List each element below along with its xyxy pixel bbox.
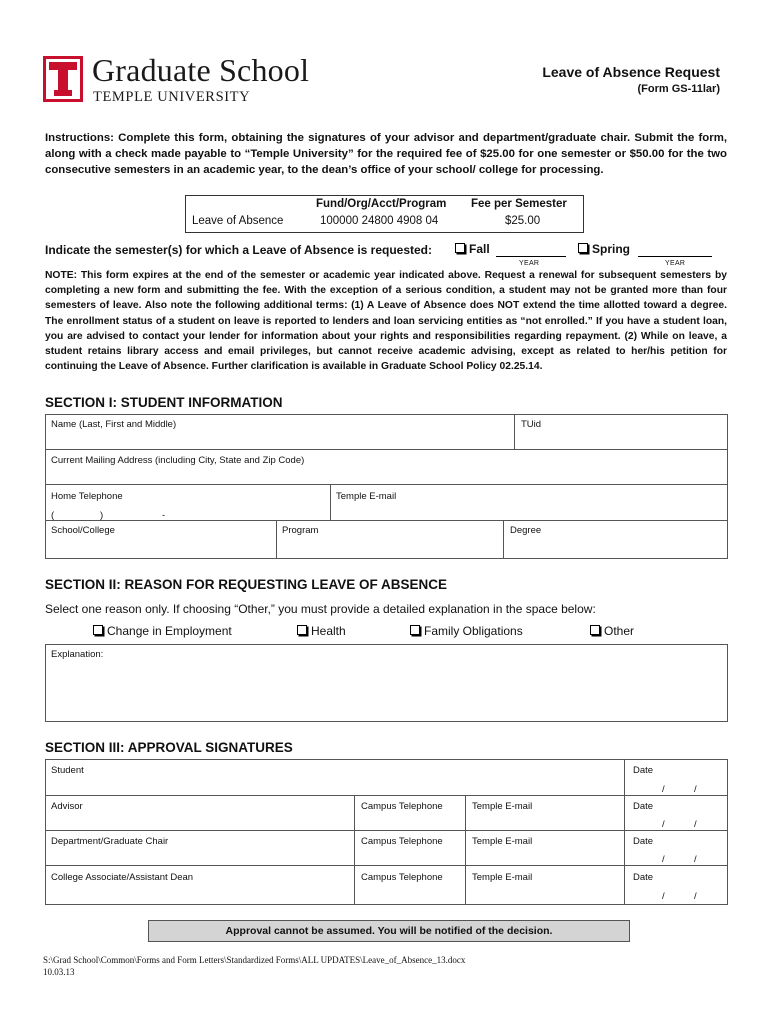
phone-format-open: (	[51, 510, 55, 521]
fall-year-label: YEAR	[519, 260, 540, 267]
date-slash: /	[694, 891, 697, 902]
name-label: Name (Last, First and Middle)	[51, 419, 177, 430]
temple-t-logo	[43, 56, 83, 102]
fee-row-label: Leave of Absence	[192, 215, 284, 227]
name-field[interactable]	[45, 414, 515, 450]
footer	[43, 954, 465, 978]
dean-label: College Associate/Assistant Dean	[51, 872, 194, 883]
family-obligations-label: Family Obligations	[424, 624, 523, 638]
change-employment-checkbox[interactable]	[93, 625, 103, 635]
semester-prompt: Indicate the semester(s) for which a Leave of Absence is requested:	[45, 243, 433, 257]
phone-format-close: )	[100, 510, 104, 521]
fee-table	[185, 195, 584, 233]
fee-col-program: Fund/Org/Acct/Program	[316, 198, 447, 210]
health-label: Health	[311, 624, 346, 638]
fee-col-fee: Fee per Semester	[471, 198, 567, 210]
chair-signature-field[interactable]	[45, 830, 355, 866]
fall-option[interactable]	[455, 242, 490, 256]
form-title: Leave of Absence Request	[542, 64, 720, 80]
program-label: Program	[282, 525, 319, 536]
advisor-email-field[interactable]	[465, 795, 625, 831]
date-slash: /	[662, 784, 665, 795]
fall-label: Fall	[469, 242, 490, 256]
form-number: (Form GS-11lar)	[637, 83, 720, 95]
dean-email-field[interactable]	[465, 865, 625, 905]
temple-email-label: Temple E-mail	[472, 872, 533, 883]
student-signature-field[interactable]	[45, 759, 625, 796]
chair-date-field[interactable]	[624, 830, 728, 866]
reason-health[interactable]	[297, 624, 346, 638]
advisor-label: Advisor	[51, 801, 83, 812]
dean-date-field[interactable]	[624, 865, 728, 905]
instructions-text: Instructions: Complete this form, obtaining the signatures of your advisor and department/graduate chair. Submit the form, along with a check made payable to “Temple University” for the required fee of $25.00 for one semester or $50.00 for the two consecutive semesters in an academic year, to the dean’s office of your school/ college for processing.	[45, 132, 727, 176]
phone-format-dash: -	[162, 510, 166, 521]
dean-phone-field[interactable]	[354, 865, 466, 905]
date-slash: /	[694, 819, 697, 830]
logo-subtitle: TEMPLE UNIVERSITY	[93, 89, 251, 105]
fall-checkbox[interactable]	[455, 243, 465, 253]
reason-change-employment[interactable]	[93, 624, 232, 638]
other-checkbox[interactable]	[590, 625, 600, 635]
temple-email-label: Temple E-mail	[472, 801, 533, 812]
campus-phone-label: Campus Telephone	[361, 836, 443, 847]
change-employment-label: Change in Employment	[107, 624, 232, 638]
date-slash: /	[662, 891, 665, 902]
note-text: NOTE: This form expires at the end of the semester or academic year indicated above. Request a renewal for subsequent semesters by completing a new form and submitting the fee. With the exception of a serious condition, a student may not be granted more than four semesters of leave. Also note the following additional terms: (1) A Leave of Absence does NOT extend the time allotted toward a degree. The enrollment status of a student on leave is reported to lenders and loan servicing entities as “not enrolled.” If you have a student loan, you are advised to contact your lender for information about your rights and responsibilities regarding repayment. (2) While on leave, a student retains library access and email privileges, but cannot receive academic advising, except as related to her/his petition for continuing the Leave of Absence. Further clarification is available in Graduate School Policy 02.25.14.	[45, 270, 727, 373]
approval-table	[45, 759, 728, 905]
degree-label: Degree	[510, 525, 542, 536]
tuid-field[interactable]	[514, 414, 728, 450]
temple-email-label: Temple E-mail	[336, 491, 397, 502]
dean-signature-field[interactable]	[45, 865, 355, 905]
advisor-phone-field[interactable]	[354, 795, 466, 831]
spring-option[interactable]	[578, 242, 630, 256]
student-info-table	[45, 414, 728, 539]
spring-year-field[interactable]	[638, 256, 712, 257]
explanation-label: Explanation:	[51, 649, 104, 660]
home-phone-label: Home Telephone	[51, 491, 123, 502]
address-field[interactable]	[45, 449, 728, 485]
dean-date-label: Date	[633, 872, 654, 883]
address-label: Current Mailing Address (including City, State and Zip Code)	[51, 455, 305, 466]
school-label: School/College	[51, 525, 115, 536]
health-checkbox[interactable]	[297, 625, 307, 635]
date-slash: /	[694, 784, 697, 795]
home-phone-field[interactable]	[45, 484, 331, 521]
spring-checkbox[interactable]	[578, 243, 588, 253]
fee-row-program: 100000 24800 4908 04	[320, 215, 439, 227]
advisor-date-label: Date	[633, 801, 654, 812]
tuid-label: TUid	[521, 419, 542, 430]
school-field[interactable]	[45, 520, 277, 559]
date-slash: /	[662, 854, 665, 865]
chair-email-field[interactable]	[465, 830, 625, 866]
explanation-field[interactable]	[45, 644, 728, 722]
temple-email-field[interactable]	[330, 484, 728, 521]
section1-title: SECTION I: STUDENT INFORMATION	[45, 395, 283, 410]
footer-path: S:\Grad School\Common\Forms and Form Letters\Standardized Forms\ALL UPDATES\Leave_of_Absence_13.docx	[43, 955, 466, 965]
date-slash: /	[662, 819, 665, 830]
spring-year-label: YEAR	[665, 260, 686, 267]
student-date-field[interactable]	[624, 759, 728, 796]
section3-title: SECTION III: APPROVAL SIGNATURES	[45, 740, 293, 755]
campus-phone-label: Campus Telephone	[361, 872, 443, 883]
program-field[interactable]	[276, 520, 504, 559]
reason-other[interactable]	[590, 624, 634, 638]
advisor-signature-field[interactable]	[45, 795, 355, 831]
footer-date: 10.03.13	[43, 967, 75, 977]
temple-email-label: Temple E-mail	[472, 836, 533, 847]
campus-phone-label: Campus Telephone	[361, 801, 443, 812]
degree-field[interactable]	[503, 520, 728, 559]
section2-title: SECTION II: REASON FOR REQUESTING LEAVE OF ABSENCE	[45, 577, 448, 592]
chair-label: Department/Graduate Chair	[51, 836, 169, 847]
chair-date-label: Date	[633, 836, 654, 847]
student-signature-label: Student	[51, 765, 84, 776]
fee-row-amount: $25.00	[505, 215, 541, 227]
fall-year-field[interactable]	[496, 256, 566, 257]
reason-intro: Select one reason only. If choosing “Other,” you must provide a detailed explanation in the space below:	[45, 602, 596, 616]
advisor-date-field[interactable]	[624, 795, 728, 831]
approval-notice: Approval cannot be assumed. You will be notified of the decision.	[148, 920, 630, 942]
reason-family-obligations[interactable]	[410, 624, 523, 638]
logo-title: Graduate School	[92, 52, 310, 88]
date-slash: /	[694, 854, 697, 865]
other-label: Other	[604, 624, 635, 638]
family-obligations-checkbox[interactable]	[410, 625, 420, 635]
chair-phone-field[interactable]	[354, 830, 466, 866]
spring-label: Spring	[592, 242, 630, 256]
student-date-label: Date	[633, 765, 654, 776]
